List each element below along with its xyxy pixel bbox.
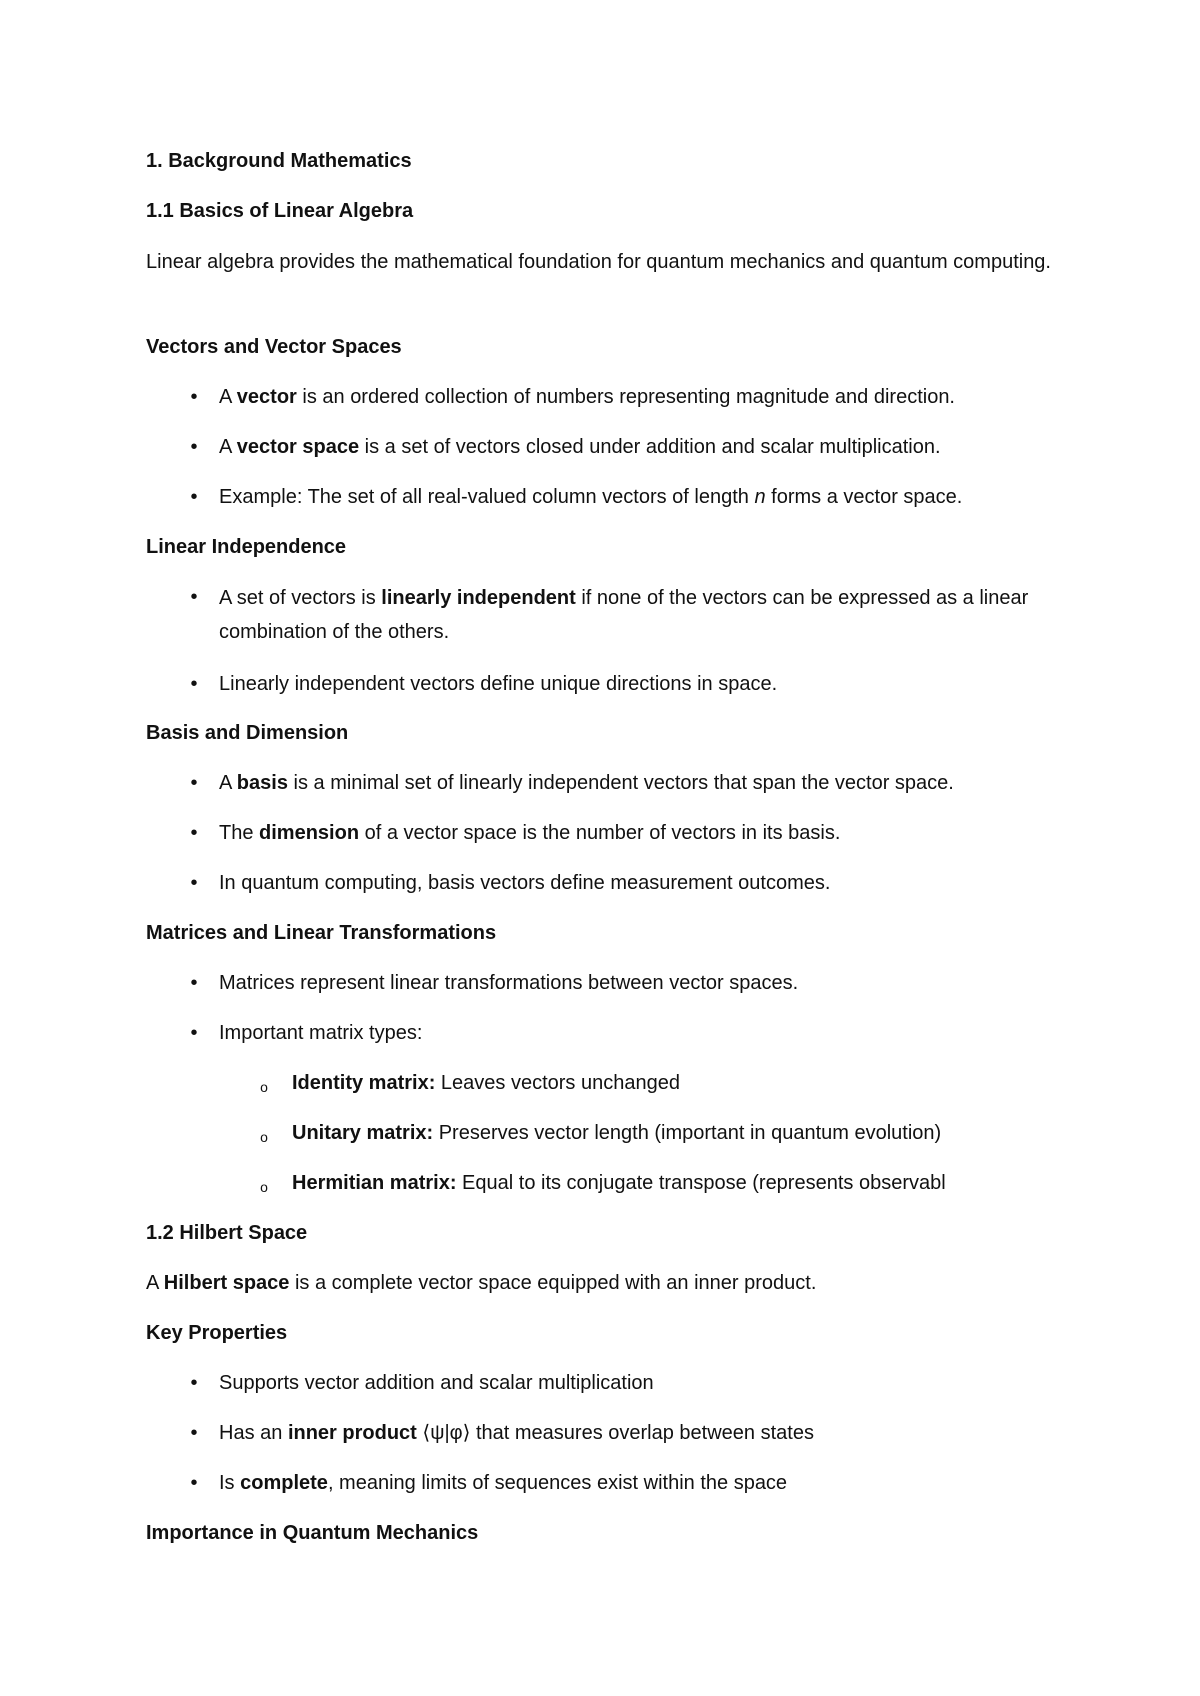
list-item-text: A basis is a minimal set of linearly independent vectors that span the vector space. (219, 772, 954, 794)
bullet-icon: • (190, 486, 198, 508)
list-item-text: In quantum computing, basis vectors define measurement outcomes. (219, 872, 831, 894)
list-item-text: Important matrix types: (219, 1022, 423, 1044)
heading-linear-independence: Linear Independence (146, 536, 347, 558)
list-item-text: Example: The set of all real-valued column vectors of length n forms a vector space. (219, 486, 963, 508)
bullet-icon: • (190, 586, 198, 608)
heading-vectors: Vectors and Vector Spaces (146, 336, 402, 358)
list-item-text: Linearly independent vectors define unique directions in space. (219, 673, 778, 695)
sub-bullet-icon: o (260, 1129, 268, 1145)
bullet-icon: • (190, 436, 198, 458)
hilbert-paragraph: A Hilbert space is a complete vector space equipped with an inner product. (146, 1272, 817, 1294)
heading-importance: Importance in Quantum Mechanics (146, 1522, 479, 1544)
subsection-heading-1-2: 1.2 Hilbert Space (146, 1222, 308, 1244)
bullet-icon: • (190, 1422, 198, 1444)
section-title: 1. Background Mathematics (146, 150, 412, 172)
bullet-icon: • (190, 386, 198, 408)
list-item-text: A set of vectors is linearly independent if none of the vectors can be expressed as a linear combination of the others. (219, 587, 1029, 643)
heading-matrices: Matrices and Linear Transformations (146, 922, 497, 944)
list-item-text: Hermitian matrix: Equal to its conjugate transpose (represents observabl (292, 1172, 946, 1194)
bullet-icon: • (190, 872, 198, 894)
subsection-heading-1-1: 1.1 Basics of Linear Algebra (146, 200, 414, 222)
list-item-text: A vector space is a set of vectors closed under addition and scalar multiplication. (219, 436, 941, 458)
bullet-icon: • (190, 822, 198, 844)
bullet-icon: • (190, 1022, 198, 1044)
sub-bullet-icon: o (260, 1179, 268, 1195)
list-item-text: Is complete, meaning limits of sequences exist within the space (219, 1472, 788, 1494)
bullet-icon: • (190, 673, 198, 695)
bullet-icon: • (190, 1372, 198, 1394)
intro-paragraph: Linear algebra provides the mathematical foundation for quantum mechanics and quantum computing. (146, 251, 1051, 273)
bullet-icon: • (190, 972, 198, 994)
list-item-text: Identity matrix: Leaves vectors unchanged (292, 1072, 680, 1094)
list-item-text: Has an inner product ⟨ψ|φ⟩ that measures overlap between states (219, 1422, 814, 1444)
list-item-text: Matrices represent linear transformations between vector spaces. (219, 972, 799, 994)
list-item-text: A vector is an ordered collection of numbers representing magnitude and direction. (219, 386, 955, 408)
bullet-icon: • (190, 1472, 198, 1494)
list-item-text: The dimension of a vector space is the number of vectors in its basis. (219, 822, 841, 844)
list-item-text: Supports vector addition and scalar multiplication (219, 1372, 654, 1394)
bullet-icon: • (190, 772, 198, 794)
heading-basis: Basis and Dimension (146, 722, 349, 744)
heading-key-properties: Key Properties (146, 1322, 288, 1344)
list-item-text: Unitary matrix: Preserves vector length (important in quantum evolution) (292, 1122, 942, 1144)
sub-bullet-icon: o (260, 1079, 268, 1095)
